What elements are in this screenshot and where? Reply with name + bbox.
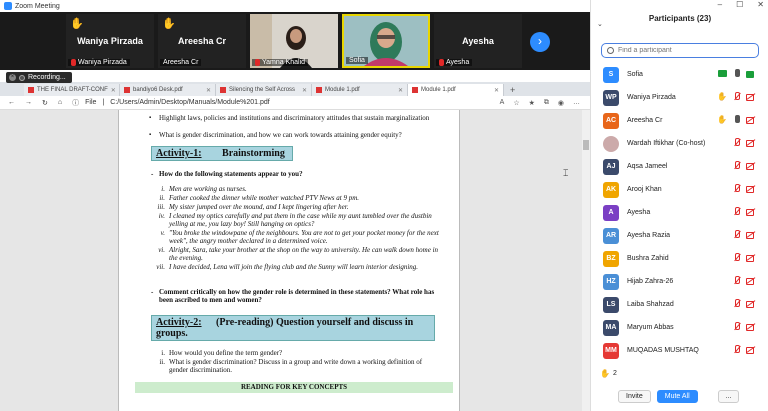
video-off-icon[interactable]	[746, 300, 755, 307]
participant-name: Ayesha Razia	[627, 232, 671, 239]
mic-muted-icon[interactable]	[733, 184, 740, 193]
participant-status-icons	[733, 230, 755, 239]
invite-button[interactable]: Invite	[618, 390, 651, 403]
panel-window-controls	[718, 0, 764, 9]
mic-muted-icon[interactable]	[733, 161, 740, 170]
chevron-right-icon[interactable]: ›	[530, 32, 550, 52]
browser-tab[interactable]	[216, 84, 312, 96]
close-icon[interactable]: ✕	[397, 87, 403, 94]
participant-status-icons	[733, 276, 755, 285]
bullet-text: ▪ What is gender discrimination, and how we can work towards attaining gender equity?	[159, 131, 449, 139]
tab-label: bandiyo6 Desk.pdf	[133, 87, 183, 93]
participant-row[interactable]	[591, 270, 768, 293]
profile-icon[interactable]: ◉	[557, 99, 564, 107]
mic-muted-icon[interactable]	[733, 322, 740, 331]
info-icon: ⓘ	[72, 99, 80, 107]
participant-status-icons	[717, 92, 755, 101]
browser-tab[interactable]	[120, 84, 216, 96]
raised-hand-icon: ✋	[162, 18, 176, 30]
avatar: BZ	[603, 251, 619, 267]
tile-label: Areesha Cr	[163, 59, 199, 66]
participant-search[interactable]	[601, 43, 759, 58]
mic-muted-icon[interactable]	[733, 92, 740, 101]
tile-label: Waniya Pirzada	[78, 59, 127, 66]
raised-hand-icon: ✋	[717, 115, 727, 124]
bullet-text: ▪ Highlight laws, policies and institutions and discriminatory attitudes that sustain marginalization	[159, 114, 449, 122]
participant-status-icons	[733, 322, 755, 331]
pdf-icon	[28, 87, 34, 93]
tile-name: Ayesha	[462, 36, 494, 46]
tab-label: Module 1.pdf	[325, 87, 360, 93]
question: - How do the following statements appear to you?	[159, 170, 439, 178]
statement: iv. I cleaned my optics carefully and put them in the case while my aunt tumbled over the dustbin yelling at me, you lazy boy! Still hanging on optics?	[158, 212, 432, 228]
favorite-icon[interactable]: ☆	[513, 99, 520, 107]
video-off-icon[interactable]	[746, 323, 755, 330]
activity-1-heading	[151, 146, 293, 161]
mouse-cursor-icon: ⌶	[563, 168, 569, 178]
participant-name: Bushra Zahid	[627, 255, 669, 262]
participant-status-icons	[733, 138, 755, 147]
participant-row[interactable]	[591, 224, 768, 247]
avatar: MA	[603, 320, 619, 336]
avatar: AR	[603, 228, 619, 244]
avatar: MM	[603, 343, 619, 359]
participants-panel	[590, 0, 768, 411]
participant-name: Ayesha	[627, 209, 651, 216]
tile-label: Ayesha	[446, 59, 470, 66]
participant-name: Aqsa Jameel	[627, 163, 668, 170]
muted-mic-icon	[255, 59, 260, 66]
recording-dot-icon	[19, 75, 25, 81]
mic-muted-icon[interactable]	[733, 345, 740, 354]
chevron-down-icon[interactable]: ⌄	[597, 21, 603, 28]
video-tile[interactable]	[158, 14, 246, 68]
avatar: AJ	[603, 159, 619, 175]
recording-indicator[interactable]	[6, 72, 72, 83]
read-aloud-icon[interactable]: A	[499, 98, 505, 106]
video-off-icon[interactable]	[746, 231, 755, 238]
screen-share-icon	[718, 70, 727, 77]
participant-name: Maryum Abbas	[627, 324, 674, 331]
avatar: AK	[603, 182, 619, 198]
video-off-icon[interactable]	[746, 139, 755, 146]
statement: v. "You broke the windowpane of the neighbours. You are not to get your pocket money for the next week", the angry mother declared in a determined voice.	[160, 229, 439, 245]
participant-status-icons	[733, 299, 755, 308]
raised-hands-count: ✋ 2	[600, 369, 617, 378]
pdf-icon	[316, 87, 322, 93]
close-icon[interactable]: ✕	[757, 0, 764, 9]
mic-muted-icon[interactable]	[733, 230, 740, 239]
tile-label: Sofia	[349, 57, 365, 64]
statement: vi. Alright, Sara, take your brother at the shop on the way to university. He can walk down home in the evening.	[158, 246, 439, 262]
participant-row[interactable]	[591, 132, 768, 155]
statement: i. Men are working as nurses.	[161, 185, 247, 193]
participant-status-icons	[733, 345, 755, 354]
file-label: File	[85, 99, 97, 106]
video-off-icon[interactable]	[746, 277, 755, 284]
participant-status-icons	[733, 184, 755, 193]
recording-label: Recording...	[28, 74, 66, 81]
avatar	[603, 136, 619, 152]
maximize-icon[interactable]: ☐	[736, 0, 744, 9]
participant-status-icons	[733, 161, 755, 170]
prereading-question: ii. What is gender discrimination? Discuss in a group and write down a working definition of gender discrimination.	[159, 358, 423, 374]
zoom-title-bar	[0, 0, 590, 12]
participant-name: Wardah Iftikhar (Co-host)	[627, 140, 706, 147]
video-off-icon[interactable]	[746, 93, 755, 100]
browser-tab[interactable]	[312, 84, 408, 96]
tile-label: Yamna Khalid	[262, 59, 306, 66]
prereading-question: i. How would you define the term gender?	[161, 349, 283, 357]
avatar: WP	[603, 90, 619, 106]
mic-muted-icon[interactable]	[733, 253, 740, 262]
mic-muted-icon[interactable]	[733, 299, 740, 308]
activity-2-heading	[151, 315, 435, 341]
participant-name: MUQADAS MUSHTAQ	[627, 347, 699, 354]
video-off-icon[interactable]	[746, 254, 755, 261]
close-icon[interactable]: ✕	[110, 87, 116, 94]
pdf-icon	[124, 87, 130, 93]
participant-status-icons	[717, 115, 755, 124]
pdf-page	[118, 110, 460, 411]
mute-all-button[interactable]: Mute All	[657, 390, 698, 403]
active-speaker-tile[interactable]	[342, 14, 430, 68]
participant-row[interactable]	[591, 86, 768, 109]
reading-heading: READING FOR KEY CONCEPTS	[135, 382, 453, 393]
collections-icon[interactable]: ⧉	[543, 98, 549, 106]
window-title: Zoom Meeting	[15, 2, 60, 10]
address-bar	[0, 96, 590, 110]
statement: ii. Father cooked the dinner while mother watched PTV News at 9 pm.	[159, 194, 360, 202]
participant-row[interactable]	[591, 293, 768, 316]
video-tile[interactable]	[434, 14, 522, 68]
video-tile[interactable]	[250, 14, 338, 68]
participant-row[interactable]	[591, 339, 768, 362]
activity-label: Activity-1:	[156, 148, 202, 159]
zoom-logo-icon	[4, 2, 12, 10]
more-icon[interactable]: …	[573, 98, 580, 106]
participant-row[interactable]	[591, 155, 768, 178]
mic-icon[interactable]	[733, 69, 740, 78]
avatar: S	[603, 67, 619, 83]
home-icon[interactable]: ⌂	[57, 99, 63, 106]
statement: iii. My sister jumped over the mound, and I kept lingering after her.	[157, 203, 349, 211]
participant-row[interactable]	[591, 178, 768, 201]
participant-row[interactable]	[591, 316, 768, 339]
video-off-icon[interactable]	[746, 208, 755, 215]
search-input[interactable]	[618, 47, 748, 54]
avatar: AC	[603, 113, 619, 129]
video-icon[interactable]	[746, 70, 755, 77]
activity-label: Activity-2:	[156, 317, 202, 328]
participant-name: Areesha Cr	[627, 117, 663, 124]
mic-muted-icon[interactable]	[733, 138, 740, 147]
video-off-icon[interactable]	[746, 116, 755, 123]
question: - Comment critically on how the gender role is determined in these statements? What role has been ascribed to men and women?	[159, 288, 439, 304]
video-off-icon[interactable]	[746, 162, 755, 169]
participants-title: Participants (23)	[648, 14, 712, 23]
mic-icon[interactable]	[733, 115, 740, 124]
url-field[interactable]	[72, 98, 270, 108]
pdf-icon	[220, 87, 226, 93]
participant-row[interactable]	[591, 247, 768, 270]
muted-mic-icon	[71, 59, 76, 66]
back-icon[interactable]: ←	[8, 99, 15, 106]
participant-row[interactable]	[591, 201, 768, 224]
close-icon[interactable]: ×	[10, 74, 15, 80]
pdf-scrollbar[interactable]	[582, 110, 590, 411]
participant-status-icons	[733, 207, 755, 216]
muted-mic-icon	[439, 59, 444, 66]
participant-list	[591, 63, 768, 362]
video-off-icon[interactable]	[746, 346, 755, 353]
mic-muted-icon[interactable]	[733, 276, 740, 285]
participant-row[interactable]	[591, 109, 768, 132]
minimize-icon[interactable]: –	[717, 0, 723, 9]
pdf-icon	[412, 87, 418, 93]
participant-status-icons	[733, 253, 755, 262]
close-icon[interactable]: ✕	[301, 87, 307, 94]
avatar: LS	[603, 297, 619, 313]
favorites-icon[interactable]: ★	[528, 99, 535, 107]
close-icon[interactable]: ✕	[493, 87, 499, 94]
separator: |	[102, 99, 105, 106]
video-off-icon[interactable]	[746, 185, 755, 192]
participant-name: Arooj Khan	[627, 186, 662, 193]
tile-name: Areesha Cr	[177, 36, 227, 46]
video-strip	[0, 12, 590, 70]
tab-label: THE FINAL DRAFT-CONF	[37, 87, 108, 93]
avatar: A	[603, 205, 619, 221]
raised-hand-icon: ✋	[717, 92, 727, 101]
refresh-icon[interactable]: ↻	[42, 99, 48, 107]
participant-status-icons	[718, 69, 755, 78]
participant-name: Waniya Pirzada	[627, 94, 676, 101]
mic-muted-icon[interactable]	[733, 207, 740, 216]
participant-name: Hijab Zahra-26	[627, 278, 674, 285]
forward-icon[interactable]: →	[25, 99, 32, 106]
raised-hand-icon: ✋	[70, 18, 84, 30]
tab-label: Module 1.pdf	[421, 87, 456, 93]
browser-tab-active[interactable]	[408, 84, 504, 96]
tile-name: Waniya Pirzada	[77, 36, 143, 46]
participant-name: Sofia	[627, 71, 643, 78]
tab-label: Silencing the Self Across	[229, 87, 296, 93]
participant-name: Laiba Shahzad	[627, 301, 674, 308]
browser-tab[interactable]	[24, 84, 120, 96]
participant-row[interactable]	[591, 63, 768, 86]
new-tab-button[interactable]: +	[510, 85, 516, 95]
close-icon[interactable]: ✕	[205, 87, 211, 94]
scroll-thumb[interactable]	[583, 140, 589, 150]
statement: vii. I have decided, Lena will join the flying club and the Sunny will learn interior designing.	[156, 263, 419, 271]
participants-footer	[590, 388, 768, 404]
avatar: HZ	[603, 274, 619, 290]
url-text: C:/Users/Admin/Desktop/Manuals/Module%201.pdf	[110, 99, 270, 106]
browser-tabstrip	[0, 82, 590, 96]
more-button[interactable]: ...	[718, 390, 740, 403]
activity-title: (Pre-reading) Question yourself and discuss in groups.	[156, 317, 414, 339]
video-tile[interactable]	[66, 14, 154, 68]
activity-title: Brainstorming	[222, 148, 285, 159]
search-icon	[607, 47, 614, 54]
raised-hand-icon: ✋	[600, 369, 610, 378]
